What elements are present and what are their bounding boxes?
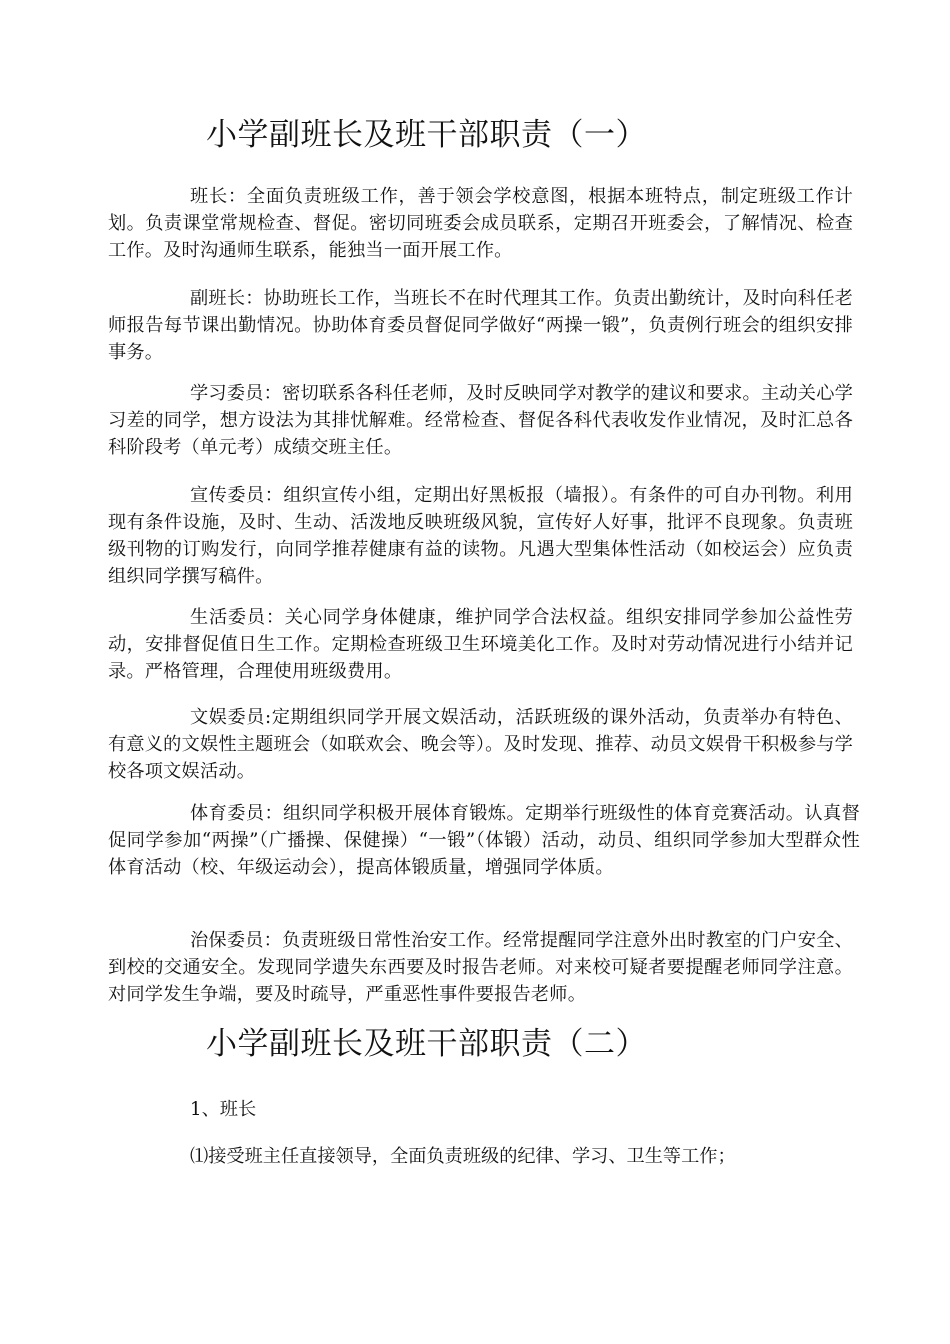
section-heading: 1、班长 — [190, 1099, 257, 1120]
duty-paragraph-entertainment-committee: 文娱委员:定期组织同学开展文娱活动，活跃班级的课外活动，负责举办有特色、有意义的文娱性主题班会（如联欢会、晚会等）。及时发现、推荐、动员文娱骨干积极参与学校各项文娱活动。 — [108, 707, 853, 782]
duty-paragraph-security-committee: 治保委员：负责班级日常性治安工作。经常提醒同学注意外出时教室的门户安全、到校的交通安全。发现同学遗失东西要及时报告老师。对来校可疑者要提醒老师同学注意。对同学发生争端，要及时疏导，严重恶性事件要报告老师。 — [108, 930, 853, 1005]
duty-paragraph-publicity-committee: 宣传委员：组织宣传小组，定期出好黑板报（墙报）。有条件的可自办刊物。利用现有条件设施，及时、生动、活泼地反映班级风貌，宣传好人好事，批评不良现象。负责班级刊物的订购发行，向同学推荐健康有益的读物。凡遇大型集体性活动（如校运会）应负责组织同学撰写稿件。 — [108, 485, 853, 587]
list-item: ⑴接受班主任直接领导，全面负责班级的纪律、学习、卫生等工作； — [190, 1146, 736, 1167]
document-title-1: 小学副班长及班干部职责（一） — [206, 117, 647, 153]
duty-paragraph-vice-monitor: 副班长：协助班长工作，当班长不在时代理其工作。负责出勤统计，及时向科任老师报告每节课出勤情况。协助体育委员督促同学做好“两操一锻”，负责例行班会的组织安排事务。 — [108, 288, 853, 363]
duty-paragraph-class-monitor: 班长：全面负责班级工作，善于领会学校意图，根据本班特点，制定班级工作计划。负责课堂常规检查、督促。密切同班委会成员联系，定期召开班委会，了解情况、检查工作。及时沟通师生联系，能独当一面开展工作。 — [108, 186, 853, 261]
duty-paragraph-study-committee: 学习委员：密切联系各科任老师，及时反映同学对教学的建议和要求。主动关心学习差的同学，想方设法为其排忧解难。经常检查、督促各科代表收发作业情况，及时汇总各科阶段考（单元考）成绩交班主任。 — [108, 383, 853, 458]
duty-paragraph-life-committee: 生活委员：关心同学身体健康，维护同学合法权益。组织安排同学参加公益性劳动，安排督促值日生工作。定期检查班级卫生环境美化工作。及时对劳动情况进行小结并记录。严格管理，合理使用班级费用。 — [108, 607, 853, 682]
document-title-2: 小学副班长及班干部职责（二） — [206, 1026, 647, 1062]
duty-paragraph-sports-committee: 体育委员：组织同学积极开展体育锻炼。定期举行班级性的体育竞赛活动。认真督促同学参加“两操”（广播操、保健操）“一锻”（体锻）活动，动员、组织同学参加大型群众性体育活动（校、年级运动会），提高体锻质量，增强同学体质。 — [108, 803, 860, 878]
